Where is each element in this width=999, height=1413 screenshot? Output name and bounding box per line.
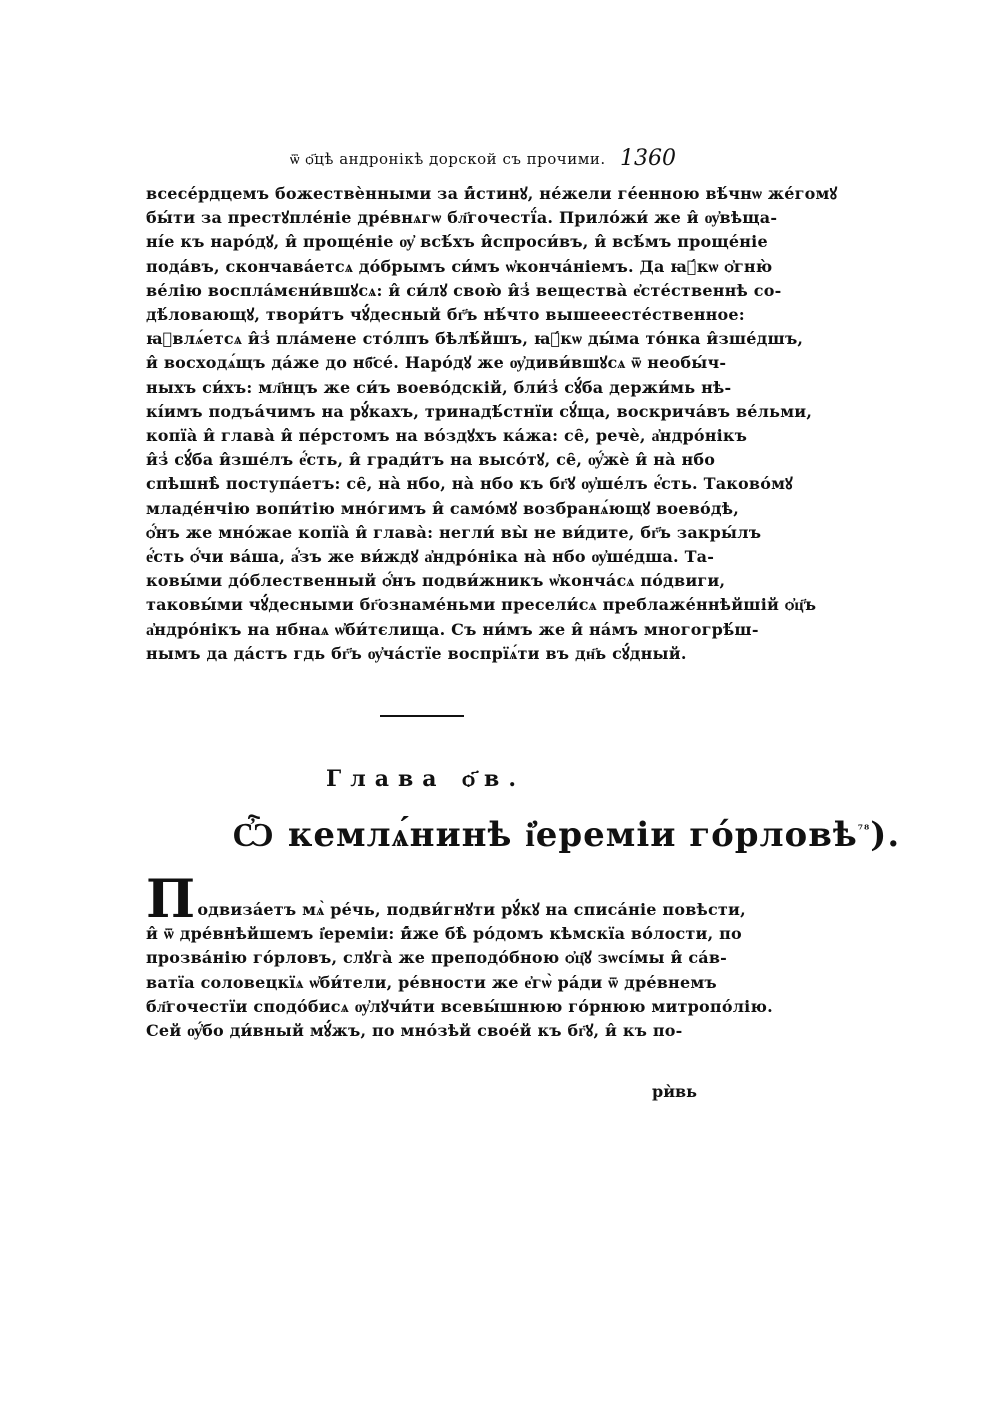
first-line-text: одвиза́етъ мѧ̀ ре́чь, подви́гнꙋти рꙋ́кꙋ на списа́ніе повѣсти,: [197, 900, 746, 919]
text-line: младе́нчію вопи́тію мно́гимъ и̂ само́мꙋ возбранѧ́ющꙋ воево́дѣ,: [146, 498, 739, 518]
footnote-marker: ⁷⁸: [857, 822, 871, 837]
text-line: Сей ѹ҆́бо ди́вный мꙋ́жъ, по мно́зѣй свое́й къ бг҃ꙋ, и̂ къ по-: [146, 1021, 683, 1041]
text-line: е҆́сть ѻ҆́чи ва́ша, а҆́зъ же ви́ждꙋ а҆ндро́ніка на̀ нбо ѹ҆ше́дша. Та-: [146, 547, 715, 567]
chapter-number: Глава ѻ҃в.: [326, 766, 525, 792]
text-line: и̂ ѿ дре́внѣйшемъ і҆ереміи: и̂́же бѣ̀ ро́домъ кѣмскїа во́лости, по: [146, 924, 742, 944]
text-line: ныхъ си́хъ: мл҃нцъ же си́ъ воево́дскій, бли́з̾ сꙋ́ба держи́мь нѣ-: [146, 377, 732, 397]
catchword: рѝвь: [652, 1082, 698, 1101]
text-line: ковы́ми до́блественный ѻ҆́нъ подви́жникъ ѡ҆конча́сѧ по́двиги,: [146, 571, 726, 591]
text-line: и̂ восходѧ́щъ да́же до нб҃се́. Наро́дꙋ же ѹ҆диви́вшꙋсѧ ѿ необы́ч-: [146, 353, 727, 373]
chapter-title-close: ).: [870, 815, 901, 855]
text-line: бы́ти за престꙋпле́ніе дре́внѧгѡ бл҃гочестї́а. Прило́жи́ же и̂ ѹ҆вѣща-: [146, 208, 778, 228]
text-line: ѻ҆́нъ же мно́жае копїа̀ и̂ глава̀: негли́ вы̀ не ви́дите, бг҃ъ закры́лъ: [146, 522, 762, 542]
text-line: нымъ да да́стъ гдь бг҃ъ ѹ҆ча́стїе воспрїѧ́ти въ дн҃ь сꙋ́дный.: [146, 643, 687, 663]
text-line: ꙗ҆влѧ́етсѧ и̂з̾ пла́мене сто́лпъ бѣлѣ́йшъ, ꙗ҆́кѡ ды́ма то́нка и̂зше́дшъ,: [146, 329, 804, 349]
chapter-title: [232, 815, 900, 855]
chapter-title-text: Ѽ кемлѧ́нинѣ і҆ереміи го́рловѣ: [232, 815, 858, 855]
drop-cap: П: [146, 869, 196, 930]
first-text-line: [146, 869, 746, 930]
text-line: копїа̀ и̂ глава̀ и̂ пе́рстомъ на во́здꙋхъ ка́жа: се̑, речѐ, а҆ндро́нікъ: [146, 426, 748, 446]
text-line: таковы́ми чꙋ́десными бг҃ознаме́ньми пресели́сѧ преблаже́ннѣйшій ѻ҆ц҃ъ: [146, 595, 817, 615]
text-line: кі́имъ подъа́чимъ на рꙋ́кахъ, тринадѣ́стнїи сꙋ́ща, воскрича́въ ве́льми,: [146, 401, 813, 421]
lower-text-block: [146, 869, 773, 1043]
text-line: всесе́рдцемъ божествѐнными за и̂́стинꙋ, не́жели ге́енною вѣ́чнѡ же́гомꙋ: [146, 184, 838, 203]
upper-text-block: [146, 182, 838, 666]
text-line: ватїа соловецкїѧ ѡ҆би́тели, ре́вности же е҆гѡ̀ ра́ди ѿ дре́внемъ: [146, 972, 717, 992]
text-line: ве́лію воспла́мєни́вшꙋсѧ: и̂ си́лꙋ свою̀ и̂з̾ вещества̀ е҆сте́ственнѣ со-: [146, 280, 782, 300]
text-line: спѣшнѣ̀ поступа́етъ: се̑, на̀ нбо, на̀ нбо къ бг҃ꙋ ѹ҆ше́лъ е҆́сть. Таково́мꙋ: [146, 474, 793, 494]
section-divider: [380, 715, 464, 717]
text-line: а҆ндро́нікъ на нбнаѧ ѡ҆би́тєлища. Съ ни́мъ же и̂ на́мъ многогрѣ́ш-: [146, 619, 759, 639]
text-line: дѣ́ловающꙋ, твори́тъ чꙋ́десный бг҃ъ нѣ́что вышееесте́ственное:: [146, 305, 745, 325]
page-number: 1360: [620, 146, 676, 171]
text-line: ні́е къ наро́дꙋ, и̂ проще́ніе ѹ҆ всѣ́хъ и̂спроси́въ, и̂ всѣ́мъ проще́ніе: [146, 232, 768, 252]
text-line: прозва́нію го́рловъ, слꙋга̀ же преподо́бною ѻ҆ц҃ꙋ зѡсі́мы и̂ са́в-: [146, 948, 727, 968]
text-line: пода́въ, скончава́етсѧ до́брымъ си́мъ ѡ҆конча́ніемъ. Да ꙗ҆́кѡ ѻ҆гню̀: [146, 256, 773, 276]
text-line: бл҃гочестїи сподо́бисѧ ѹ҆лꙋчи́ти всевы́шнюю го́рнюю митропо́лію.: [146, 996, 773, 1016]
running-header: ѿ ѻ҃цѣ андронікѣ дорской съ прочими.: [290, 150, 606, 168]
text-line: и̂з̾ сꙋ́ба и̂зше́лъ е҆́сть, и̂ гради́тъ на высо́тꙋ, се̑, ѹ҆́жѐ и̂ на̀ нбо: [146, 450, 716, 470]
